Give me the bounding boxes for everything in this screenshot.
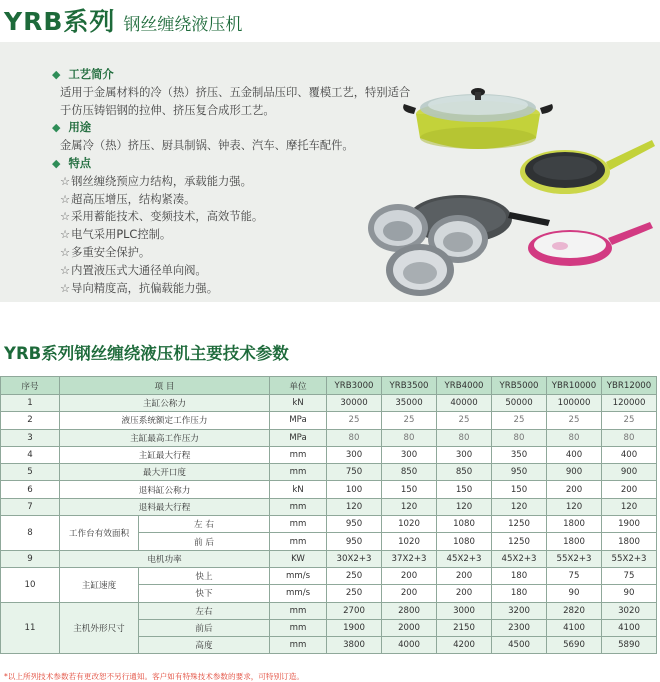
value-cell: 80 [327,429,382,446]
value-cell: 2300 [492,619,547,636]
process-line: 适用于金属材料的冷（热）挤压、五金制品压印、覆模工艺，特别适合 [60,85,411,99]
usage-heading: ◆ 用途 [52,119,422,137]
value-cell: 3800 [327,637,382,654]
pink-pan-image [528,222,653,266]
star-icon: ☆ [60,263,71,277]
row-number: 2 [1,412,60,429]
yellow-pot-image [403,88,553,149]
value-cell: 80 [382,429,437,446]
star-icon: ☆ [60,174,71,188]
value-cell: 30000 [327,395,382,412]
value-cell: 950 [492,464,547,481]
value-cell: 25 [327,412,382,429]
row-number: 4 [1,446,60,463]
row-unit: mm [270,446,327,463]
header-cell: YBR12000 [602,377,657,395]
value-cell: 80 [547,429,602,446]
row-item: 退料缸公称力 [60,481,270,498]
value-cell: 1800 [602,533,657,550]
value-cell: 30X2+3 [327,550,382,567]
value-cell: 900 [602,464,657,481]
star-icon: ☆ [60,192,71,206]
table-row [1,602,657,619]
value-cell: 400 [547,446,602,463]
row-unit: mm [270,602,327,619]
value-cell: 900 [547,464,602,481]
value-cell: 25 [382,412,437,429]
header-cell: YRB3000 [327,377,382,395]
product-name: 钢丝缠绕液压机 [123,15,243,35]
row-subitem: 左 右 [139,516,270,533]
value-cell: 90 [547,585,602,602]
value-cell: 120 [492,498,547,515]
table-row [1,412,657,429]
star-icon: ☆ [60,210,71,224]
row-number: 9 [1,550,60,567]
feature-item: ☆ 采用蓄能技术、变频技术，高效节能。 [52,208,422,226]
header-cell: YRB4000 [437,377,492,395]
value-cell: 200 [602,481,657,498]
row-unit: mm [270,637,327,654]
row-subitem: 高度 [139,637,270,654]
value-cell: 100 [327,481,382,498]
row-unit: mm [270,533,327,550]
header-cell: 单位 [270,377,327,395]
value-cell: 950 [327,516,382,533]
table-title: YRB系列钢丝缠绕液压机主要技术参数 [4,344,289,363]
value-cell: 37X2+3 [382,550,437,567]
value-cell: 4500 [492,637,547,654]
value-cell: 4200 [437,637,492,654]
value-cell: 850 [437,464,492,481]
row-unit: mm [270,464,327,481]
row-number: 8 [1,516,60,551]
header-cell: YRB3500 [382,377,437,395]
table-row [1,567,657,584]
value-cell: 4100 [602,619,657,636]
value-cell: 150 [437,481,492,498]
value-cell: 4100 [547,619,602,636]
star-icon: ☆ [60,281,71,295]
value-cell: 25 [437,412,492,429]
value-cell: 75 [602,567,657,584]
value-cell: 2820 [547,602,602,619]
row-unit: kN [270,395,327,412]
value-cell: 55X2+3 [547,550,602,567]
value-cell: 5690 [547,637,602,654]
value-cell: 3020 [602,602,657,619]
process-line: 于仿压铸铝钢的拉伸、挤压复合成形工艺。 [60,103,275,117]
value-cell: 100000 [547,395,602,412]
page-title [4,2,242,34]
value-cell: 2800 [382,602,437,619]
value-cell: 5890 [602,637,657,654]
value-cell: 120000 [602,395,657,412]
feature-item: ☆ 多重安全保护。 [52,244,422,262]
row-unit: kN [270,481,327,498]
intro-panel [0,42,660,302]
header-cell: 序号 [1,377,60,395]
value-cell: 300 [437,446,492,463]
value-cell: 1800 [547,516,602,533]
header-cell: 项 目 [60,377,270,395]
value-cell: 1250 [492,516,547,533]
row-item: 主缸最高工作压力 [60,429,270,446]
value-cell: 120 [547,498,602,515]
value-cell: 1900 [602,516,657,533]
star-icon: ☆ [60,228,71,242]
value-cell: 180 [492,585,547,602]
row-subitem: 前后 [139,619,270,636]
table-row [1,498,657,515]
row-item: 主缸速度 [60,567,139,602]
row-item: 主机外形尺寸 [60,602,139,654]
feature-item: ☆ 超高压增压，结构紧凑。 [52,191,422,209]
value-cell: 850 [382,464,437,481]
row-unit: mm [270,516,327,533]
row-subitem: 快上 [139,567,270,584]
value-cell: 250 [327,585,382,602]
footnote: *以上所列技术参数若有更改恕不另行通知。客户如有特殊技术参数的要求，可特别订造。 [4,672,304,681]
value-cell: 1800 [547,533,602,550]
row-unit: mm [270,619,327,636]
value-cell: 80 [437,429,492,446]
value-cell: 200 [382,567,437,584]
value-cell: 350 [492,446,547,463]
feature-item: ☆ 电气采用PLC控制。 [52,226,422,244]
row-unit: mm/s [270,585,327,602]
value-cell: 45X2+3 [437,550,492,567]
features-heading: ◆ 特点 [52,155,422,173]
row-number: 3 [1,429,60,446]
value-cell: 400 [602,446,657,463]
diamond-icon: ◆ [52,156,61,170]
value-cell: 2150 [437,619,492,636]
row-unit: KW [270,550,327,567]
row-number: 6 [1,481,60,498]
table-row [1,516,657,533]
value-cell: 150 [382,481,437,498]
feature-item: ☆ 钢丝缠绕预应力结构，承载能力强。 [52,173,422,191]
row-number: 7 [1,498,60,515]
value-cell: 80 [602,429,657,446]
table-row [1,464,657,481]
value-cell: 2700 [327,602,382,619]
row-unit: mm [270,498,327,515]
value-cell: 1900 [327,619,382,636]
value-cell: 1080 [437,516,492,533]
value-cell: 45X2+3 [492,550,547,567]
row-number: 11 [1,602,60,654]
diamond-icon: ◆ [52,121,61,135]
value-cell: 80 [492,429,547,446]
row-item: 最大开口度 [60,464,270,481]
value-cell: 25 [547,412,602,429]
value-cell: 55X2+3 [602,550,657,567]
usage-text: 金属冷（热）挤压、厨具制锅、钟表、汽车、摩托车配件。 [60,139,354,153]
cookware-illustration [360,42,660,302]
row-unit: mm/s [270,567,327,584]
value-cell: 75 [547,567,602,584]
value-cell: 35000 [382,395,437,412]
row-unit: MPa [270,412,327,429]
table-row [1,446,657,463]
value-cell: 1020 [382,516,437,533]
row-number: 10 [1,567,60,602]
value-cell: 1020 [382,533,437,550]
value-cell: 120 [437,498,492,515]
value-cell: 90 [602,585,657,602]
row-subitem: 前 后 [139,533,270,550]
row-subitem: 左右 [139,602,270,619]
star-icon: ☆ [60,245,71,259]
header-cell: YBR10000 [547,377,602,395]
table-row [1,395,657,412]
header-cell: YRB5000 [492,377,547,395]
row-subitem: 快下 [139,585,270,602]
value-cell: 300 [382,446,437,463]
value-cell: 300 [327,446,382,463]
process-heading: ◆ 工艺简介 [52,66,422,84]
row-item: 退料最大行程 [60,498,270,515]
row-item: 液压系统额定工作压力 [60,412,270,429]
value-cell: 150 [492,481,547,498]
value-cell: 1250 [492,533,547,550]
row-item: 主缸最大行程 [60,446,270,463]
diamond-icon: ◆ [52,68,61,81]
value-cell: 200 [437,585,492,602]
value-cell: 120 [327,498,382,515]
value-cell: 25 [602,412,657,429]
table-row [1,481,657,498]
row-number: 1 [1,395,60,412]
spec-table [0,376,657,654]
value-cell: 200 [382,585,437,602]
value-cell: 25 [492,412,547,429]
feature-item: ☆ 内置液压式大通径单向阀。 [52,262,422,280]
value-cell: 250 [327,567,382,584]
row-number: 5 [1,464,60,481]
value-cell: 4000 [382,637,437,654]
value-cell: 750 [327,464,382,481]
value-cell: 120 [382,498,437,515]
row-item: 电机功率 [60,550,270,567]
value-cell: 180 [492,567,547,584]
value-cell: 120 [602,498,657,515]
row-unit: MPa [270,429,327,446]
model-name: YRB系列 [4,7,116,36]
table-row [1,429,657,446]
row-item: 工作台有效面积 [60,516,139,551]
value-cell: 1080 [437,533,492,550]
value-cell: 3000 [437,602,492,619]
value-cell: 2000 [382,619,437,636]
value-cell: 950 [327,533,382,550]
value-cell: 200 [437,567,492,584]
row-item: 主缸公称力 [60,395,270,412]
table-header-row [1,377,657,395]
frying-pan-image [520,140,655,194]
feature-item: ☆ 导向精度高，抗偏载能力强。 [52,280,422,298]
value-cell: 50000 [492,395,547,412]
value-cell: 3200 [492,602,547,619]
value-cell: 40000 [437,395,492,412]
value-cell: 200 [547,481,602,498]
table-row [1,550,657,567]
